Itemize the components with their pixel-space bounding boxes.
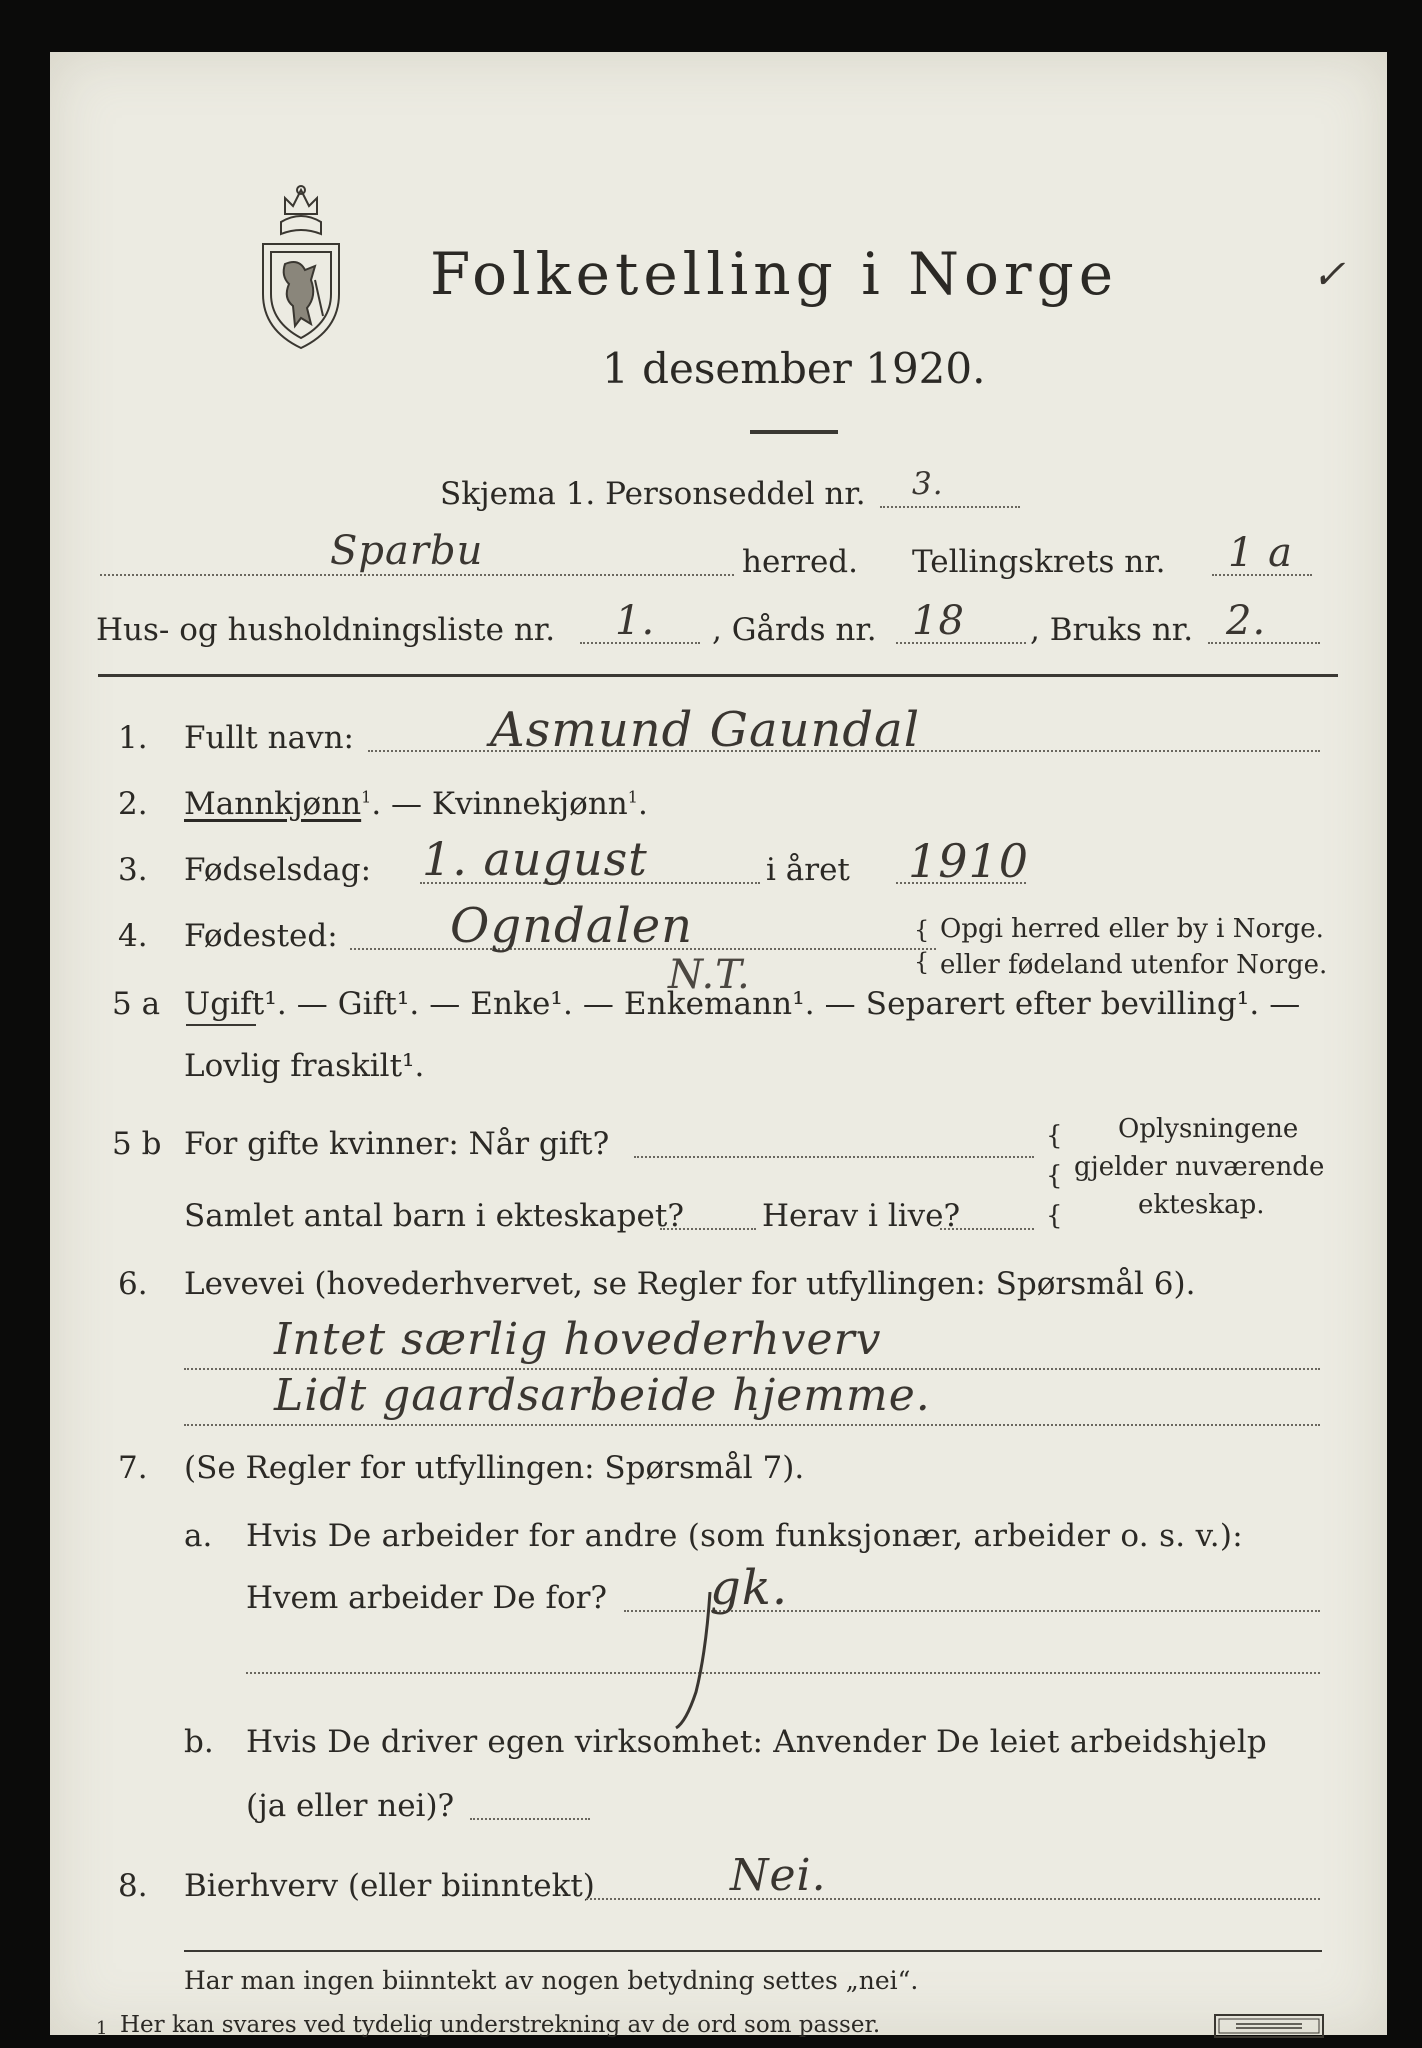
- birthplace-brace: { {: [914, 916, 930, 976]
- q7-label: (Se Regler for utfyllingen: Spørsmål 7).: [184, 1450, 805, 1486]
- footer-separator: [184, 1950, 1322, 1952]
- children-total-dotline: [660, 1228, 756, 1230]
- gards-value: 18: [912, 598, 965, 644]
- q6-number: 6.: [118, 1266, 148, 1302]
- employer-value: gk.: [710, 1560, 789, 1616]
- norway-coat-of-arms-icon: [255, 184, 347, 352]
- q1-number: 1.: [118, 720, 148, 756]
- marital-annotation: N.T.: [668, 952, 751, 998]
- children-alive-label: Herav i live?: [762, 1198, 961, 1234]
- occupation-label: Levevei (hovederhvervet, se Regler for utfyllingen: Spørsmål 6).: [184, 1266, 1196, 1302]
- birthday-value: 1. august: [422, 832, 648, 886]
- footnote-text: Her kan svares ved tydelig understrekning av de ord som passer.: [120, 2012, 881, 2038]
- marriage-note-2: gjelder nuværende: [1074, 1152, 1325, 1182]
- herred-label: herred.: [742, 544, 858, 580]
- birthday-label: Fødselsdag:: [184, 852, 372, 888]
- birthplace-value: Ogndalen: [450, 898, 694, 954]
- occupation-dotline-2: [184, 1424, 1320, 1426]
- sex-separator: . —: [371, 786, 432, 822]
- full-name-label: Fullt navn:: [184, 720, 354, 756]
- employer-value-stroke: [670, 1592, 730, 1732]
- q7a-text: Hvis De arbeider for andre (som funksjonær, arbeider o. s. v.):: [246, 1518, 1244, 1554]
- schema-label: Skjema 1. Personseddel nr.: [440, 476, 866, 512]
- herred-dotline: [100, 574, 734, 576]
- children-total-label: Samlet antal barn i ekteskapet?: [184, 1198, 684, 1234]
- census-form-sheet: [50, 52, 1387, 2039]
- q3-number: 3.: [118, 852, 148, 888]
- q5b-number: 5 b: [112, 1126, 162, 1162]
- occupation-value-2: Lidt gaardsarbeide hjemme.: [274, 1370, 931, 1421]
- occupation-value-1: Intet særlig hovederhverv: [274, 1314, 882, 1365]
- q7b-letter: b.: [184, 1724, 214, 1760]
- married-when-label: For gifte kvinner: Når gift?: [184, 1126, 610, 1162]
- q7-number: 7.: [118, 1450, 148, 1486]
- tellingskrets-label: Tellingskrets nr.: [912, 544, 1166, 580]
- q2-number: 2.: [118, 786, 148, 822]
- footer-note: Har man ingen biinntekt av nogen betydning settes „nei“.: [184, 1966, 919, 1995]
- bruks-value: 2.: [1226, 598, 1267, 644]
- full-name-value: Asmund Gaundal: [490, 702, 921, 758]
- gards-label: , Gårds nr.: [712, 612, 877, 648]
- bruks-label: , Bruks nr.: [1030, 612, 1194, 648]
- sex-female-option[interactable]: Kvinnekjønn: [431, 786, 628, 822]
- printer-stamp-icon: [1214, 2014, 1324, 2038]
- schema-dotline: [880, 506, 1020, 508]
- ugift-underline: [186, 1024, 256, 1026]
- q5a-number: 5 a: [112, 986, 161, 1022]
- footnote-mark: 1: [96, 2018, 108, 2039]
- birth-year-value: 1910: [908, 834, 1030, 888]
- marriage-note-1: Oplysningene: [1118, 1114, 1299, 1144]
- employer-label: Hvem arbeider De for?: [246, 1580, 608, 1616]
- q7b-text: Hvis De driver egen virksomhet: Anvender De leiet arbeidshjelp: [246, 1724, 1267, 1760]
- title-divider: [750, 430, 838, 434]
- q4-number: 4.: [118, 918, 148, 954]
- side-income-label: Bierhverv (eller biinntekt): [184, 1868, 595, 1904]
- marriage-brace: { { {: [1046, 1121, 1063, 1231]
- employer-dotline-2: [246, 1672, 1320, 1674]
- side-income-dotline: [586, 1898, 1320, 1900]
- form-title: Folketelling i Norge: [430, 240, 1119, 308]
- sex-options: Mannkjønn$^1$. — Kvinnekjønn$^1$.: [184, 786, 648, 822]
- hired-help-dotline: [470, 1818, 590, 1820]
- lovlig-fraskilt-option[interactable]: Lovlig fraskilt¹.: [184, 1048, 425, 1084]
- schema-value: 3.: [912, 466, 944, 502]
- marriage-note-3: ekteskap.: [1138, 1190, 1265, 1220]
- q8-number: 8.: [118, 1868, 148, 1904]
- birth-year-label: i året: [766, 852, 850, 888]
- birthplace-label: Fødested:: [184, 918, 338, 954]
- hired-help-label: (ja eller nei)?: [246, 1788, 455, 1824]
- header-separator: [98, 674, 1338, 677]
- marital-status-options[interactable]: Ugift¹. — Gift¹. — Enke¹. — Enkemann¹. — Separert efter bevilling¹. —: [184, 986, 1301, 1022]
- census-date: 1 desember 1920.: [602, 344, 986, 393]
- tellingskrets-value: 1 a: [1228, 530, 1294, 576]
- children-alive-dotline: [940, 1228, 1034, 1230]
- husholdningsliste-label: Hus- og husholdningsliste nr.: [96, 612, 556, 648]
- q7a-letter: a.: [184, 1518, 213, 1554]
- sex-end: .: [637, 786, 648, 822]
- husholdningsliste-value: 1.: [615, 598, 656, 644]
- side-income-value: Nei.: [730, 1850, 827, 1901]
- check-mark: ✓: [1312, 252, 1347, 298]
- married-when-dotline: [634, 1156, 1034, 1158]
- birthplace-note-1: Opgi herred eller by i Norge.: [940, 914, 1324, 944]
- sex-male-option[interactable]: Mannkjønn: [184, 786, 362, 822]
- herred-value: Sparbu: [330, 528, 484, 574]
- birthplace-note-2: eller fødeland utenfor Norge.: [940, 950, 1328, 980]
